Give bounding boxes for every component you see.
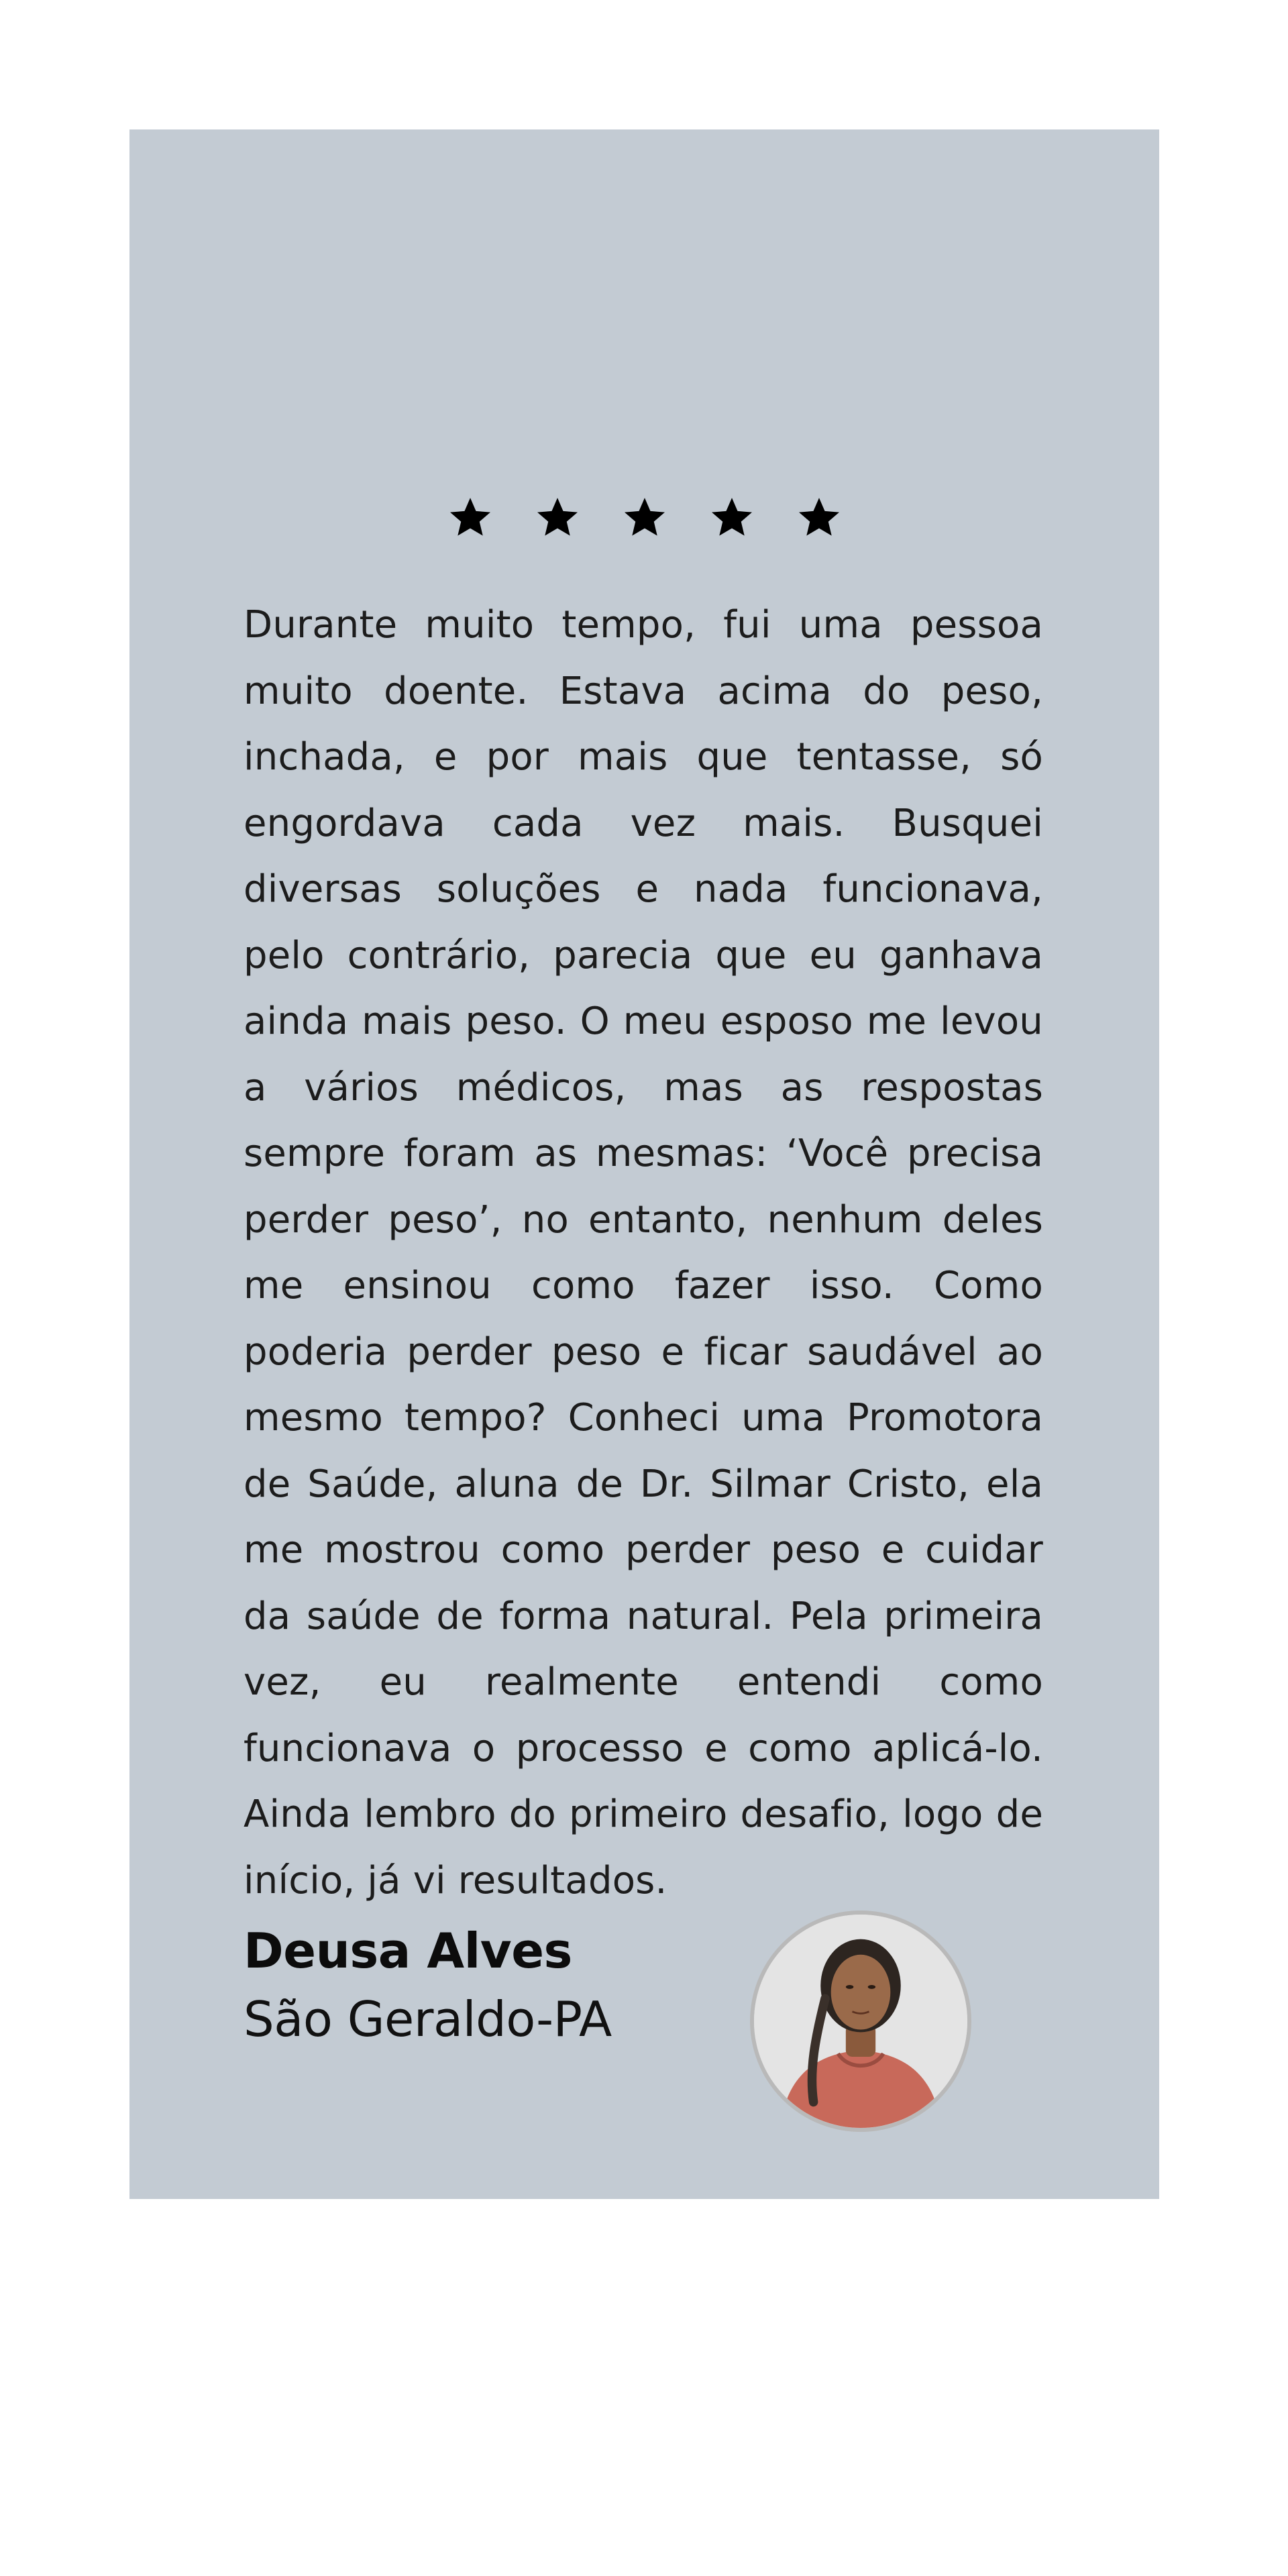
author-name: Deusa Alves	[244, 1923, 572, 1979]
testimonial-text: Durante muito tempo, fui uma pessoa muito doente. Estava acima do peso, inchada, e por mais que tentasse, só engordava cada vez mais. Busquei diversas soluções e nada funcionava, pelo contrário, parecia que eu ganhava ainda mais peso. O meu esposo me levou a vários médicos, mas as respostas sempre foram as mesmas: ‘Você precisa perder peso’, no entanto, nenhum deles me ensinou como fazer isso. Como poderia perder peso e ficar saudável ao mesmo tempo? Conheci uma Promotora de Saúde, aluna de Dr. Silmar Cristo, ela me mostrou como perder peso e cuidar da saúde de forma natural. Pela primeira vez, eu realmente entendi como funcionava o processo e como aplicá-lo. Ainda lembro do primeiro desafio, logo de início, já vi resultados.	[244, 603, 1043, 1902]
avatar	[750, 1911, 971, 2132]
author-location: São Geraldo-PA	[244, 1991, 612, 2047]
testimonial-card	[129, 129, 1159, 2199]
